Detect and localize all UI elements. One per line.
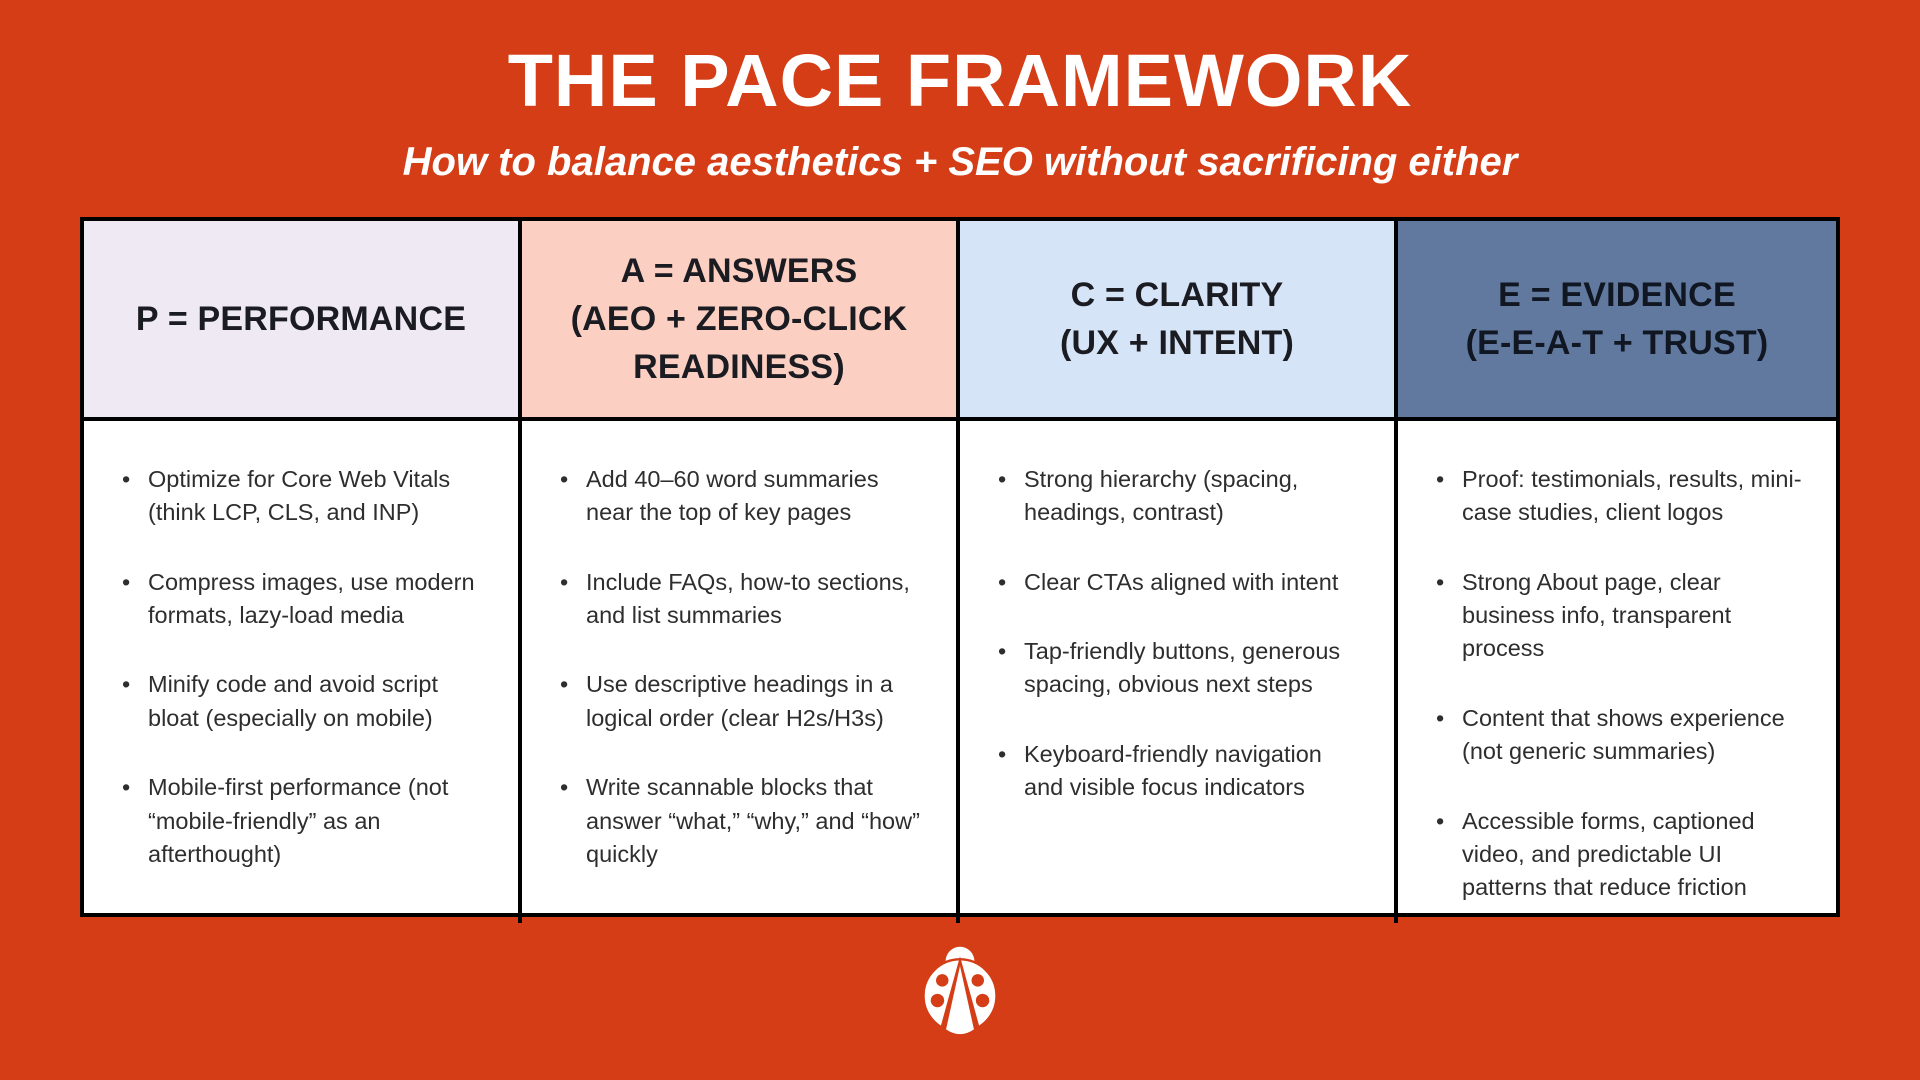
column-body — [960, 421, 1394, 923]
column-header-answers — [522, 221, 956, 421]
page-title: THE PACE FRAMEWORK — [507, 39, 1413, 122]
framework-column-clarity — [960, 221, 1398, 923]
column-header-title: A = ANSWERS — [620, 251, 858, 290]
bullet-list — [118, 463, 492, 871]
column-body — [84, 421, 518, 923]
column-header-evidence — [1398, 221, 1836, 421]
bullet-item: • Accessible forms, captioned video, and predictable UI patterns that reduce friction — [1432, 805, 1804, 905]
column-header-clarity — [960, 221, 1394, 421]
column-header-performance — [84, 221, 518, 421]
bullet-item: • Compress images, use modern formats, lazy-load media — [118, 566, 490, 633]
bullet-list — [994, 463, 1368, 805]
column-header-title: P = PERFORMANCE — [135, 299, 467, 338]
bullet-item: • Strong hierarchy (spacing, headings, contrast) — [994, 463, 1366, 530]
column-header-subtitle: (UX + INTENT) — [1060, 324, 1294, 362]
bullet-item: • Mobile-first performance (not “mobile-friendly” as an afterthought) — [118, 771, 490, 871]
bullet-item: • Use descriptive headings in a logical order (clear H2s/H3s) — [556, 668, 928, 735]
bullet-item: • Minify code and avoid script bloat (especially on mobile) — [118, 668, 490, 735]
ladybug-icon — [912, 940, 1008, 1040]
column-body — [522, 421, 956, 923]
page-subtitle: How to balance aesthetics + SEO without sacrificing either — [402, 140, 1518, 184]
bullet-item: • Add 40–60 word summaries near the top of key pages — [556, 463, 928, 530]
bullet-item: • Strong About page, clear business info, transparent process — [1432, 566, 1804, 666]
bullet-item: • Optimize for Core Web Vitals (think LCP, CLS, and INP) — [118, 463, 490, 530]
column-header-subtitle: (E-E-A-T + TRUST) — [1465, 324, 1769, 362]
framework-column-evidence — [1398, 221, 1836, 923]
bullet-item: • Include FAQs, how-to sections, and list summaries — [556, 566, 928, 633]
column-header-title: E = EVIDENCE — [1498, 275, 1736, 314]
bullet-item: • Tap-friendly buttons, generous spacing, obvious next steps — [994, 635, 1366, 702]
column-body — [1398, 421, 1836, 923]
column-header-title: C = CLARITY — [1070, 275, 1284, 314]
bullet-item: • Content that shows experience (not generic summaries) — [1432, 702, 1804, 769]
pace-framework-table — [80, 217, 1840, 917]
bullet-item: • Keyboard-friendly navigation and visible focus indicators — [994, 738, 1366, 805]
bullet-item: • Write scannable blocks that answer “what,” “why,” and “how” quickly — [556, 771, 928, 871]
framework-column-performance — [84, 221, 522, 923]
column-header-subtitle: (AEO + ZERO-CLICK READINESS) — [570, 299, 908, 387]
bullet-list — [556, 463, 930, 871]
bullet-item: • Proof: testimonials, results, mini-case studies, client logos — [1432, 463, 1804, 530]
bullet-item: • Clear CTAs aligned with intent — [994, 566, 1366, 599]
bullet-list — [1432, 463, 1810, 905]
framework-column-answers — [522, 221, 960, 923]
